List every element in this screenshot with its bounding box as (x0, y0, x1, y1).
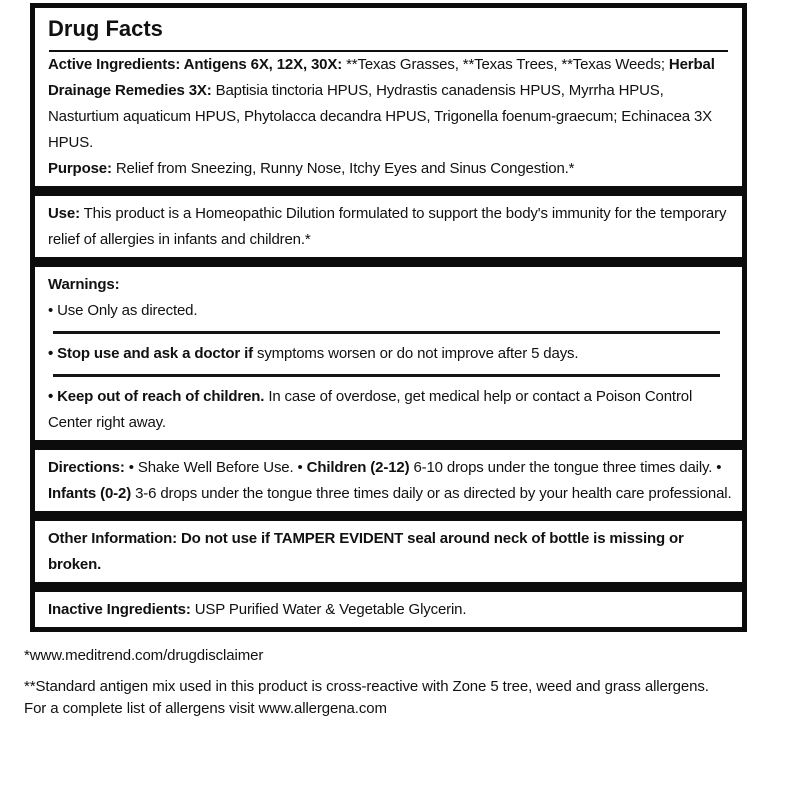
directions-infants-text: 3-6 drops under the tongue three times daily or as directed by your health care professional. (131, 485, 732, 502)
warning-item-3 (48, 384, 736, 436)
use-heading: Use: (48, 205, 80, 222)
directions-heading: Directions: (48, 459, 125, 476)
warnings-heading-text: Warnings: (48, 276, 120, 293)
drug-facts-title: Drug Facts (48, 16, 163, 41)
purpose-paragraph (48, 156, 736, 182)
warning-rule-2 (53, 374, 720, 377)
herbal-drainage-heading: Herbal Drainage Remedies 3X: (48, 56, 715, 99)
footnote-allergen-note (24, 676, 800, 720)
use-body: This product is a Homeopathic Dilution formulated to support the body's immunity for the temporary relief of allergies in infants and children.* (48, 205, 727, 248)
warning-item-1-text: • Use Only as directed. (48, 302, 198, 319)
purpose-heading: Purpose: (48, 160, 112, 177)
inactive-ingredients-text: USP Purified Water & Vegetable Glycerin. (190, 601, 467, 618)
section-divider-5 (35, 582, 742, 592)
directions-children-bold: Children (2-12) (306, 459, 410, 476)
other-information-text: Other Information: Do not use if TAMPER EVIDENT seal around neck of bottle is missing or broken. (48, 530, 684, 573)
other-information-paragraph (48, 526, 736, 578)
section-divider-1 (35, 186, 742, 196)
warning-item-1 (48, 298, 736, 324)
footnote-allergen-line-2: For a complete list of allergens visit www.allergena.com (24, 700, 387, 717)
section-active-ingredients (35, 8, 742, 186)
section-divider-2 (35, 257, 742, 267)
directions-shake-text: • Shake Well Before Use. • (124, 459, 307, 476)
directions-children-text: 6-10 drops under the tongue three times daily. • (409, 459, 722, 476)
drug-facts-panel (30, 3, 747, 632)
section-divider-4 (35, 511, 742, 521)
warning-rule-1 (53, 331, 720, 334)
active-ingredients-heading: Active Ingredients: Antigens 6X, 12X, 30X: (48, 56, 343, 73)
footnote-disclaimer-url: *www.meditrend.com/drugdisclaimer (24, 647, 264, 664)
footnotes (24, 644, 800, 720)
use-paragraph (48, 201, 736, 253)
active-ingredients-antigens-list: **Texas Grasses, **Texas Trees, **Texas Weeds; (342, 56, 669, 73)
warnings-heading (48, 272, 736, 298)
warning-item-3-bold: • Keep out of reach of children. (48, 388, 265, 405)
herbal-drainage-list: Baptisia tinctoria HPUS, Hydrastis canadensis HPUS, Myrrha HPUS, Nasturtium aquaticum HPUS, Phytolacca decandra HPUS, Trigonella foenum-graecum; Echinacea 3X HPUS. (48, 82, 713, 151)
warning-item-2-bold: • Stop use and ask a doctor if (48, 345, 253, 362)
section-use (35, 196, 742, 257)
section-divider-3 (35, 440, 742, 450)
directions-paragraph (48, 455, 736, 507)
section-other-information (35, 521, 742, 582)
section-warnings (35, 267, 742, 440)
section-inactive-ingredients (35, 592, 742, 627)
inactive-ingredients-paragraph (48, 597, 736, 623)
active-ingredients-paragraph (48, 52, 736, 156)
directions-infants-bold: Infants (0-2) (48, 485, 132, 502)
warning-item-2-text: symptoms worsen or do not improve after 5 days. (252, 345, 579, 362)
warning-item-2 (48, 341, 736, 367)
purpose-body: Relief from Sneezing, Runny Nose, Itchy Eyes and Sinus Congestion.* (111, 160, 575, 177)
warning-item-3-text: In case of overdose, get medical help or contact a Poison Control Center right away. (48, 388, 693, 431)
inactive-ingredients-heading: Inactive Ingredients: (48, 601, 191, 618)
footnote-allergen-line-1: **Standard antigen mix used in this product is cross-reactive with Zone 5 tree, weed and grass allergens. (24, 678, 709, 695)
section-directions (35, 450, 742, 511)
